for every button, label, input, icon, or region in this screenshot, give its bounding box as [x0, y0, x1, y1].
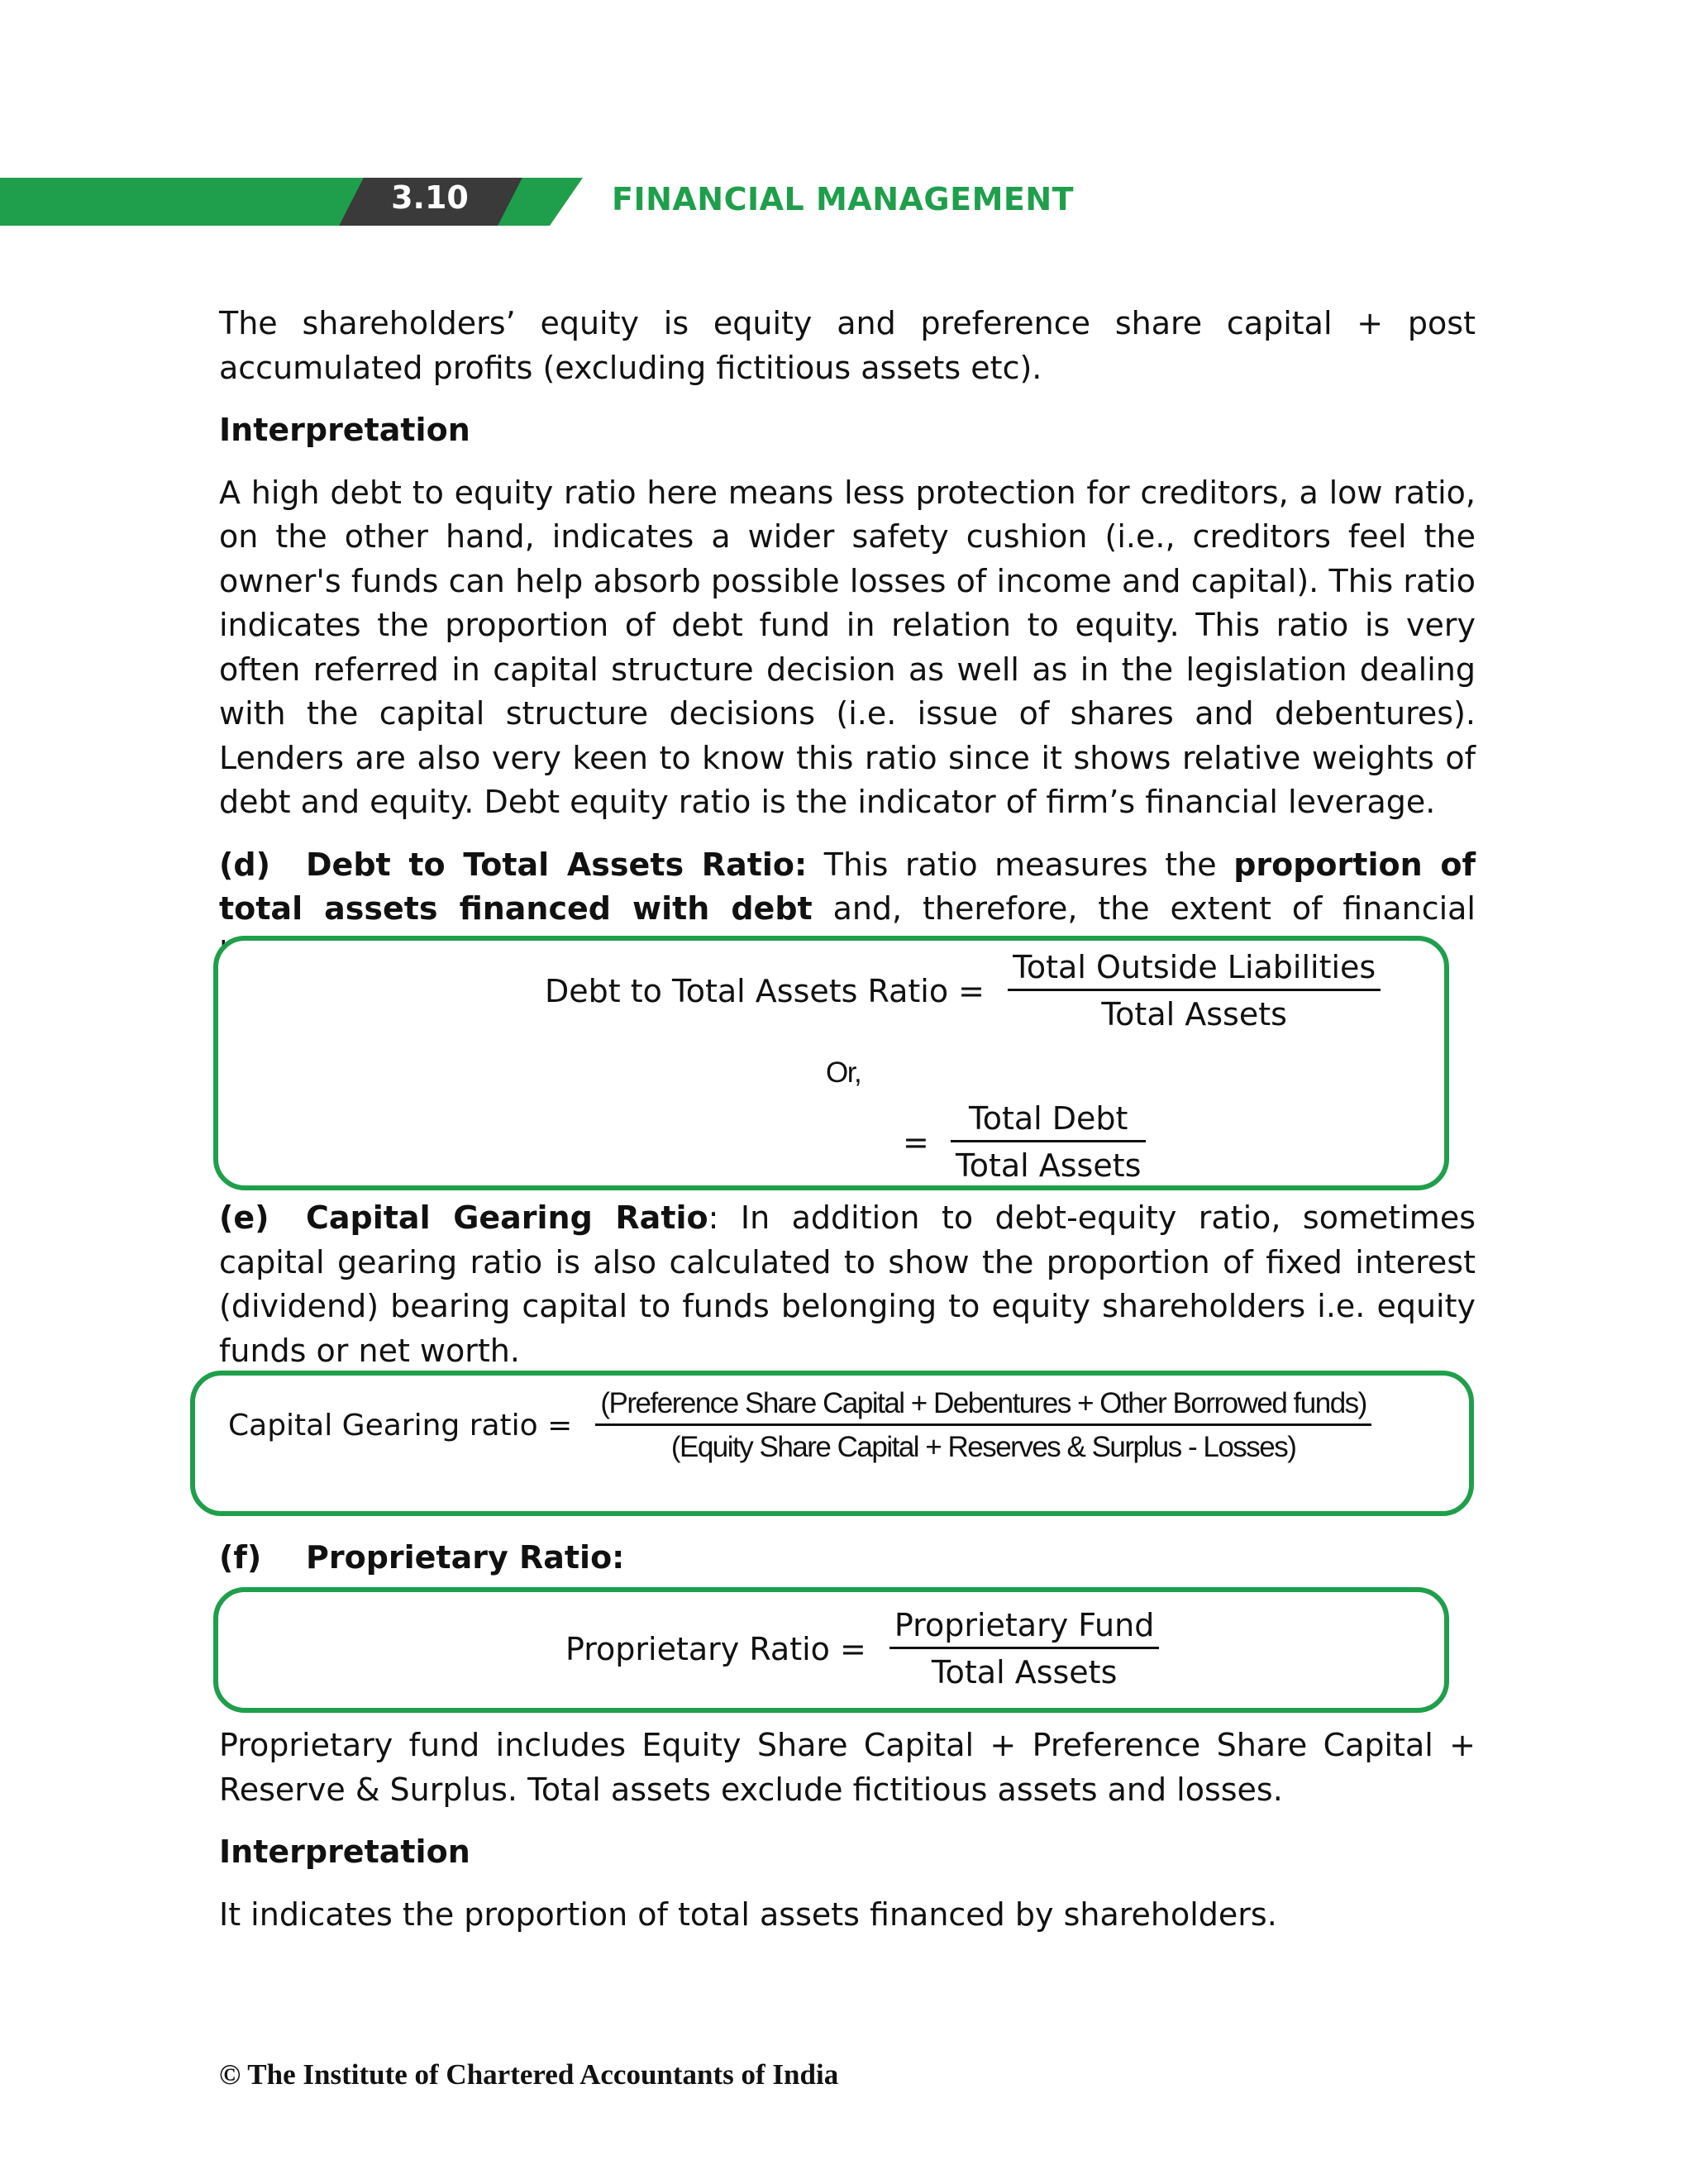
section-f-wrapper [219, 1536, 1476, 1581]
debt-ratio-numerator: Total Outside Liabilities [1008, 949, 1381, 991]
proprietary-fraction [889, 1607, 1159, 1690]
capital-gearing-formula [228, 1387, 1371, 1464]
section-d-text-b: and, therefore, the extent of financial [832, 890, 1476, 927]
debt-ratio-alt-numerator: Total Debt [951, 1100, 1147, 1142]
section-d-bold-phrase: proportion of total assets financed with debt [219, 846, 1476, 927]
debt-ratio-denominator: Total Assets [1101, 996, 1287, 1032]
debt-ratio-label: Debt to Total Assets Ratio = [545, 972, 985, 1009]
page-content [219, 302, 1476, 975]
formula-box-capital-gearing [190, 1371, 1474, 1516]
debt-ratio-fraction [1008, 949, 1381, 1032]
proprietary-denominator: Total Assets [931, 1654, 1118, 1690]
capital-gearing-label: Capital Gearing ratio = [228, 1409, 573, 1442]
section-e-wrapper [219, 1196, 1476, 1373]
section-f-heading [219, 1536, 1476, 1581]
page-header [0, 161, 1693, 244]
formula-box-proprietary [213, 1587, 1449, 1713]
section-f-title: Proprietary Ratio: [306, 1539, 625, 1576]
section-d-title: Debt to Total Assets Ratio: [306, 846, 808, 883]
header-banner [0, 178, 583, 226]
copyright-footer: © The Institute of Chartered Accountants of India [219, 2058, 839, 2091]
section-d-letter: (d) [219, 846, 270, 883]
interpretation-paragraph-2: It indicates the proportion of total assets financed by shareholders. [219, 1896, 1277, 1933]
formula-box-debt-to-total-assets [213, 936, 1449, 1190]
debt-ratio-alt-eq: = [903, 1123, 929, 1161]
proprietary-fund-paragraph: Proprietary fund includes Equity Share Capital + Preference Share Capital + Reserve & Surplus. Total assets exclude fictitious assets and losses. [219, 1727, 1476, 1808]
interpretation-paragraph: A high debt to equity ratio here means less protection for creditors, a low ratio, on the other hand, indicates a wider safety cushion (i.e., creditors feel the owner's funds can help absorb possible losses of income and capital). This ratio indicates the proportion of debt fund in relation to equity. This ratio is very often referred in capital structure decision as well as in the legislation dealing with the capital structure decisions (i.e. issue of shares and debentures). Lenders are also very keen to know this ratio since it shows relative weights of debt and equity. Debt equity ratio is the indicator of firm’s financial leverage. [219, 474, 1476, 820]
section-f-letter: (f) [219, 1539, 262, 1576]
capital-gearing-fraction [595, 1387, 1371, 1464]
section-e-title: Capital Gearing Ratio [306, 1199, 708, 1236]
interpretation-heading: Interpretation [219, 412, 470, 448]
proprietary-numerator: Proprietary Fund [889, 1607, 1159, 1649]
intro-paragraph: The shareholders’ equity is equity and preference share capital + post accumulated profits (excluding fictitious assets etc). [219, 305, 1476, 386]
interpretation-heading-2: Interpretation [219, 1834, 470, 1870]
book-title: FINANCIAL MANAGEMENT [612, 181, 1075, 217]
proprietary-label: Proprietary Ratio = [565, 1630, 866, 1667]
capital-gearing-denominator: (Equity Share Capital + Reserves & Surplus - Losses) [670, 1431, 1296, 1463]
section-d-text-a: This ratio measures the [807, 846, 1234, 883]
page-number: 3.10 [391, 179, 469, 216]
section-e-text: : In addition to debt-equity ratio, sometimes capital gearing ratio is also calculated to show the proportion of fixed interest (dividend) bearing capital to funds belonging to equity shareholders i.e. equity funds or net worth. [219, 1199, 1476, 1369]
debt-ratio-alt-denominator: Total Assets [955, 1147, 1142, 1184]
proprietary-formula [565, 1607, 1159, 1690]
section-e-paragraph [219, 1196, 1476, 1373]
closing-content [219, 1724, 1476, 1937]
debt-ratio-alt-formula [903, 1100, 1146, 1184]
capital-gearing-numerator: (Preference Share Capital + Debentures + Other Borrowed funds) [595, 1387, 1371, 1426]
section-e-letter: (e) [219, 1199, 269, 1236]
or-label: Or, [826, 1056, 861, 1089]
debt-ratio-formula [545, 949, 1381, 1032]
debt-ratio-alt-fraction [951, 1100, 1147, 1184]
